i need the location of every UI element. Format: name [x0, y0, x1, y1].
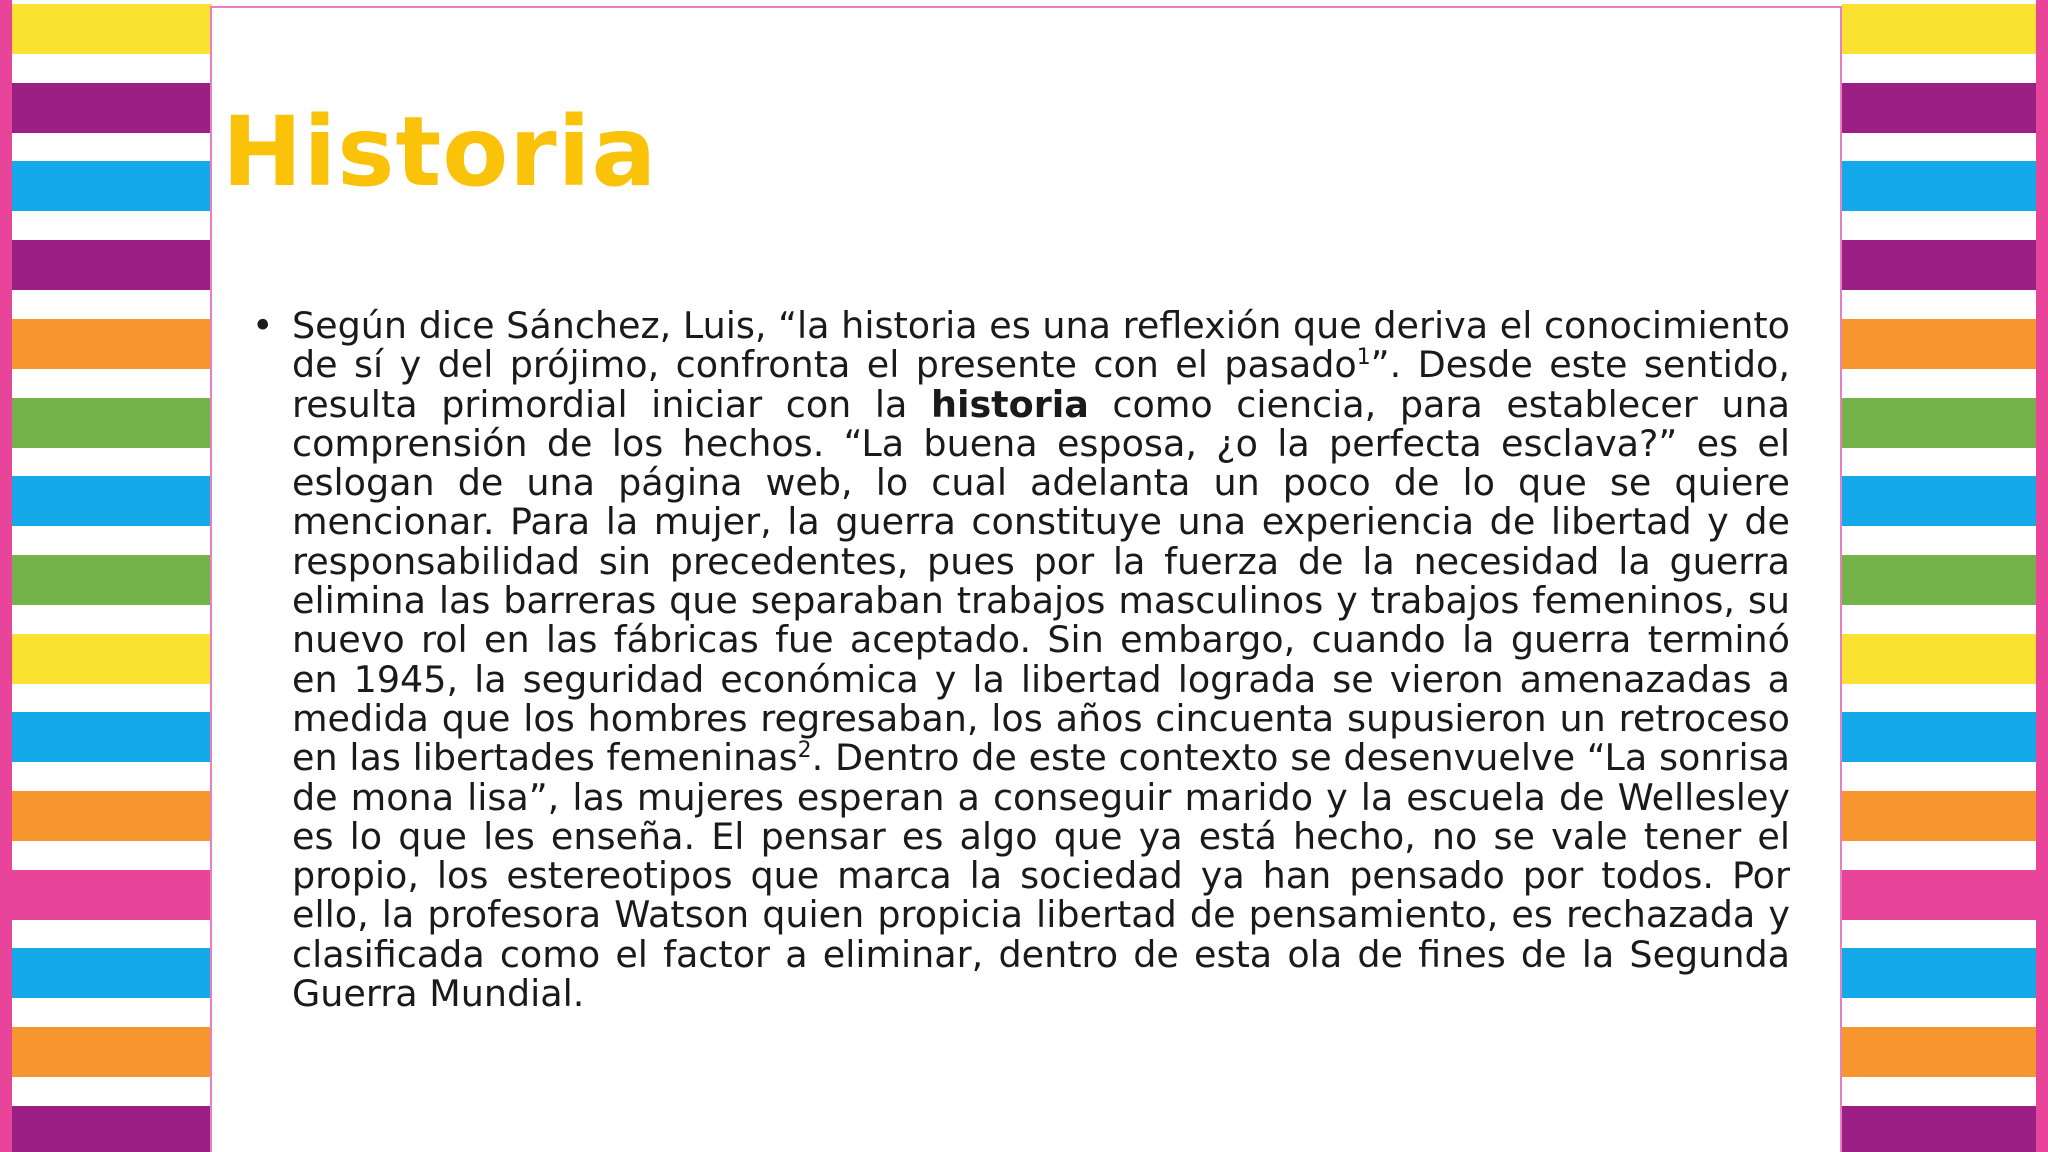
color-stripe — [12, 1027, 212, 1077]
color-stripe — [12, 161, 212, 211]
color-stripe — [12, 476, 212, 526]
paragraph-text-3: como ciencia, para establecer una comprensión de los hechos. “La buena esposa, ¿o la perfecta esclava?” es el eslogan de una página web, lo cual adelanta un poco de lo que se quiere mencionar. Para la mujer, la guerra constituye una experiencia de libertad y de responsabilidad sin precedentes, pues por la fuerza de la necesidad la guerra elimina las barreras que separaban trabajos masculinos y trabajos femeninos, su nuevo rol en las fábricas fue aceptado. Sin embargo, cuando la guerra terminó en 1945, la seguridad económica y la libertad lograda se vieron amenazadas a medida que los hombres regresaban, los años cincuenta supusieron un retroceso en las libertades femeninas — [292, 382, 1790, 780]
color-stripe — [12, 555, 212, 605]
slide-title: Historia — [222, 96, 658, 208]
bullet-icon: • — [252, 304, 274, 347]
color-stripe — [1842, 398, 2036, 448]
color-stripe — [1842, 161, 2036, 211]
color-stripe — [12, 4, 212, 54]
color-stripe — [1842, 712, 2036, 762]
color-stripe — [12, 83, 212, 133]
color-stripe — [12, 870, 212, 920]
footnote-marker-1: 1 — [1356, 345, 1371, 371]
color-stripe — [1842, 83, 2036, 133]
paragraph-text-2: ”. Desde este sentido, resulta primordial iniciar con la — [292, 343, 1790, 426]
color-stripe — [1842, 4, 2036, 54]
color-stripe — [12, 791, 212, 841]
bold-keyword: historia — [930, 382, 1089, 426]
color-stripe — [12, 319, 212, 369]
footnote-marker-2: 2 — [797, 738, 812, 764]
color-stripe — [12, 398, 212, 448]
color-stripe — [12, 1106, 212, 1152]
color-stripe — [1842, 791, 2036, 841]
color-stripe — [1842, 319, 2036, 369]
color-stripe — [12, 948, 212, 998]
color-stripe — [12, 240, 212, 290]
bullet-paragraph — [252, 304, 1790, 1016]
paragraph-text-1: Según dice Sánchez, Luis, “la historia es una reflexión que deriva el conocimiento de sí y del prójimo, confronta el presente con el pasado — [292, 304, 1790, 387]
right-stripe-border — [1842, 0, 2048, 1152]
color-stripe — [1842, 240, 2036, 290]
left-stripe-border — [0, 0, 212, 1152]
body-text — [252, 304, 1790, 1016]
color-stripe — [1842, 1106, 2036, 1152]
paragraph-text-4: . Dentro de este contexto se desenvuelve “La sonrisa de mona lisa”, las mujeres esperan a conseguir marido y la escuela de Wellesley es lo que les enseña. El pensar es algo que ya está hecho, no se vale tener el propio, los estereotipos que marca la sociedad ya han pensado por todos. Por ello, la profesora Watson quien propicia libertad de pensamiento, es rechazada y clasificada como el factor a eliminar, dentro de esta ola de fines de la Segunda Guerra Mundial. — [292, 736, 1790, 1016]
color-stripe — [1842, 555, 2036, 605]
color-stripe — [1842, 1027, 2036, 1077]
color-stripe — [12, 712, 212, 762]
color-stripe — [1842, 634, 2036, 684]
color-stripe — [1842, 476, 2036, 526]
color-stripe — [1842, 948, 2036, 998]
color-stripe — [1842, 870, 2036, 920]
color-stripe — [12, 634, 212, 684]
